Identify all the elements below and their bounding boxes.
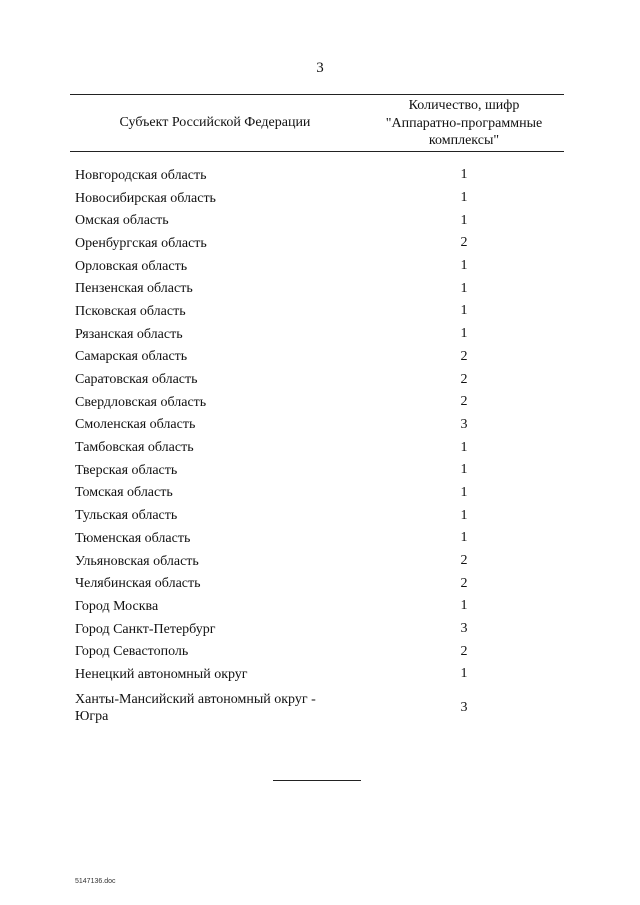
- table-row: [70, 572, 564, 595]
- table-row: [70, 255, 564, 278]
- cell-subject: Ненецкий автономный округ: [75, 666, 248, 682]
- table-row: [70, 323, 564, 346]
- cell-count: 2: [460, 643, 468, 659]
- end-of-document-rule: [273, 780, 361, 781]
- table-row: [70, 346, 564, 369]
- table-row: [70, 482, 564, 505]
- table-row: [70, 209, 564, 232]
- table-row: [70, 640, 564, 663]
- cell-subject: Смоленская область: [75, 417, 196, 433]
- cell-count: 2: [460, 553, 468, 569]
- table-row: [70, 232, 564, 255]
- table-row: [70, 459, 564, 482]
- cell-count: 1: [460, 507, 468, 523]
- table-row: [70, 300, 564, 323]
- cell-count: 1: [460, 439, 468, 455]
- cell-subject: Свердловская область: [75, 394, 207, 410]
- table-row: [70, 277, 564, 300]
- header-count: [366, 97, 562, 150]
- cell-count: 1: [460, 484, 468, 500]
- table-row: [70, 414, 564, 437]
- cell-count: 1: [460, 462, 468, 478]
- table-body: [70, 152, 564, 728]
- cell-subject: Псковская область: [75, 303, 186, 319]
- cell-count: 1: [460, 280, 468, 296]
- cell-count: 1: [460, 666, 468, 682]
- cell-count: 1: [460, 167, 468, 183]
- cell-subject: Пензенская область: [75, 281, 193, 297]
- cell-subject: Новосибирская область: [75, 190, 216, 206]
- table-row: [70, 164, 564, 187]
- table-row: [70, 527, 564, 550]
- allocation-table: [70, 94, 564, 728]
- cell-subject-line: Ханты-Мансийский автономный округ -: [75, 691, 316, 707]
- cell-count: 2: [460, 235, 468, 251]
- cell-count: 3: [460, 699, 468, 715]
- table-row: [70, 550, 564, 573]
- table-row: [70, 436, 564, 459]
- cell-subject: Город Севастополь: [75, 644, 189, 660]
- table-row: [70, 688, 564, 728]
- cell-subject: Ульяновская область: [75, 553, 199, 569]
- header-count-line: "Аппаратно-программные: [385, 115, 543, 131]
- cell-subject: Оренбургская область: [75, 235, 207, 251]
- table-row: [70, 618, 564, 641]
- cell-count: 2: [460, 394, 468, 410]
- cell-subject: Тюменская область: [75, 530, 191, 546]
- cell-subject: Рязанская область: [75, 326, 183, 342]
- cell-subject: [70, 691, 355, 725]
- cell-subject: Орловская область: [75, 258, 188, 274]
- cell-subject: Тамбовская область: [75, 440, 194, 456]
- footer-filename: 5147136.doc: [75, 878, 116, 885]
- header-count-line: комплексы": [428, 133, 500, 148]
- cell-count: 1: [460, 598, 468, 614]
- cell-count: 2: [460, 371, 468, 387]
- page-number: 3: [316, 60, 324, 76]
- table-row: [70, 663, 564, 686]
- cell-count: 1: [460, 326, 468, 342]
- cell-subject: Город Москва: [75, 598, 159, 614]
- table-row: [70, 187, 564, 210]
- table-header: [70, 94, 564, 152]
- header-count-line: Количество, шифр: [408, 98, 520, 113]
- cell-count: 1: [460, 258, 468, 274]
- cell-subject: Тверская область: [75, 462, 178, 478]
- cell-count: 1: [460, 303, 468, 319]
- cell-count: 1: [460, 212, 468, 228]
- cell-count: 1: [460, 190, 468, 206]
- cell-subject: Саратовская область: [75, 372, 198, 388]
- cell-subject: Омская область: [75, 213, 169, 229]
- cell-count: 3: [460, 621, 468, 637]
- cell-subject: Томская область: [75, 485, 173, 501]
- cell-subject: Челябинская область: [75, 576, 201, 592]
- cell-subject-line: Югра: [75, 708, 109, 724]
- table-row: [70, 595, 564, 618]
- cell-count: 1: [460, 530, 468, 546]
- cell-subject: Город Санкт-Петербург: [75, 621, 216, 637]
- cell-subject: Новгородская область: [75, 167, 207, 183]
- cell-count: 2: [460, 348, 468, 364]
- cell-subject: Самарская область: [75, 349, 188, 365]
- cell-count: 3: [460, 416, 468, 432]
- table-row: [70, 391, 564, 414]
- table-row: [70, 368, 564, 391]
- cell-subject: Тульская область: [75, 508, 178, 524]
- table-row: [70, 504, 564, 527]
- cell-count: 2: [460, 575, 468, 591]
- header-subject: Субъект Российской Федерации: [119, 115, 311, 130]
